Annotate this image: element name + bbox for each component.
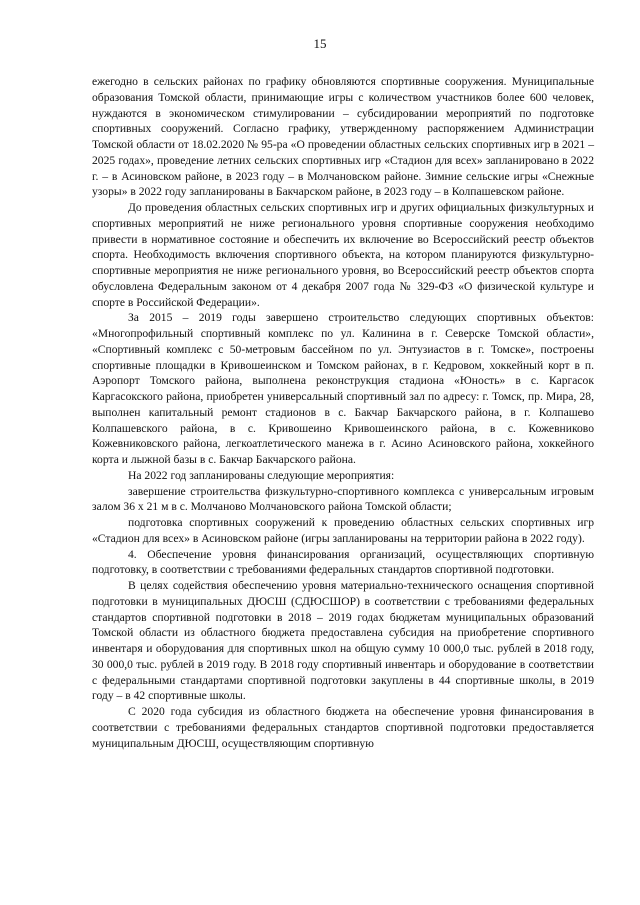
paragraph-9: С 2020 года субсидия из областного бюджета на обеспечение уровня финансирования в соответствии с требованиями федеральных стандартов спортивной подготовки предоставляется муниципальным ДЮСШ, осуществляющим спортивную (92, 705, 594, 750)
paragraph-3: За 2015 – 2019 годы завершено строительство следующих спортивных объектов: «Многопрофильный спортивный комплекс по ул. Калинина в г. Северске Томской области», «Спортивный комплекс с 50-метровым бассейном по ул. Энтузиастов в г. Томске», построены спортивные площадки в Кривошеинском и Томском районах, в г. Кедровом, хоккейный корт в п. Аэропорт Томского района, выполнена реконструкция стадиона «Юность» в с. Каргасок Каргасокского района, приобретен универсальный спортивный зал по адресу: г. Томск, пр. Мира, 28, выполнен капитальный ремонт стадионов в с. Бакчар Бакчарского района, в г. Колпашево Колпашевского района, в с. Кривошеино Кривошеинского района, в с. Кожевниково Кожевниковского района, легкоатлетического манежа в г. Асино Асиновского района, хоккейного корта и лыжной базы в с. Бакчар Бакчарского района. (92, 311, 594, 466)
paragraph-8: В целях содействия обеспечению уровня материально-технического оснащения спортивной подготовки в муниципальных ДЮСШ (СДЮСШОР) в соответствии с требованиями федеральных стандартов спортивной подготовки в 2018 – 2019 годах бюджетам муниципальных образований Томской области из областного бюджета предоставлена субсидия на приобретение спортивного инвентаря и оборудования для спортивных школ на общую сумму 10 000,0 тыс. рублей в 2018 году, 30 000,0 тыс. рублей в 2019 году. В 2018 году спортивный инвентарь и оборудование в соответствии с федеральными стандартами спортивной подготовки закуплены в 44 спортивные школы, в 2019 году – в 42 спортивные школы. (92, 579, 594, 703)
paragraph-1: ежегодно в сельских районах по графику обновляются спортивные сооружения. Муниципальные образования Томской области, принимающие игры с количеством участников более 600 человек, нуждаются в экономическом стимулировании – субсидировании мероприятий по подготовке спортивных сооружений. Согласно графику, утвержденному распоряжением Администрации Томской области от 18.02.2020 № 95-ра «О проведении областных сельских спортивных игр в 2021 – 2025 годах», проведение летних сельских спортивных игр «Стадион для всех» запланировано в 2022 г. – в Асиновском районе, в 2023 году – в Молчановском районе. Зимние сельские игры «Снежные узоры» в 2022 году запланированы в Бакчарском районе, в 2023 году – в Колпашевском районе. (92, 75, 594, 199)
paragraph-4: На 2022 год запланированы следующие мероприятия: (128, 468, 395, 482)
paragraph-6: подготовка спортивных сооружений к проведению областных сельских спортивных игр «Стадион для всех» в Асиновском районе (игры запланированы на территории района в 2022 году). (92, 516, 594, 545)
paragraph-7: 4. Обеспечение уровня финансирования организаций, осуществляющих спортивную подготовку, в соответствии с требованиями федеральных стандартов спортивной подготовки. (92, 547, 594, 577)
document-body (92, 74, 594, 751)
paragraph-5: завершение строительства физкультурно-спортивного комплекса с универсальным игровым залом 36 х 21 м в с. Молчаново Молчановского района Томской области; (92, 484, 594, 514)
paragraph-2: До проведения областных сельских спортивных игр и других официальных физкультурных и спортивных мероприятий не ниже регионального уровня спортивные сооружения необходимо привести в нормативное состояние и обеспечить их включение во Всероссийский реестр объектов спорта. Необходимость включения спортивного объекта, на котором планируются физкультурно-спортивные мероприятия не ниже регионального уровня, во Всероссийский реестр объектов спорта обусловлена Федеральным законом от 4 декабря 2007 года № 329-ФЗ «О физической культуре и спорте в Российской Федерации». (92, 201, 594, 309)
page-number: 15 (313, 36, 327, 51)
